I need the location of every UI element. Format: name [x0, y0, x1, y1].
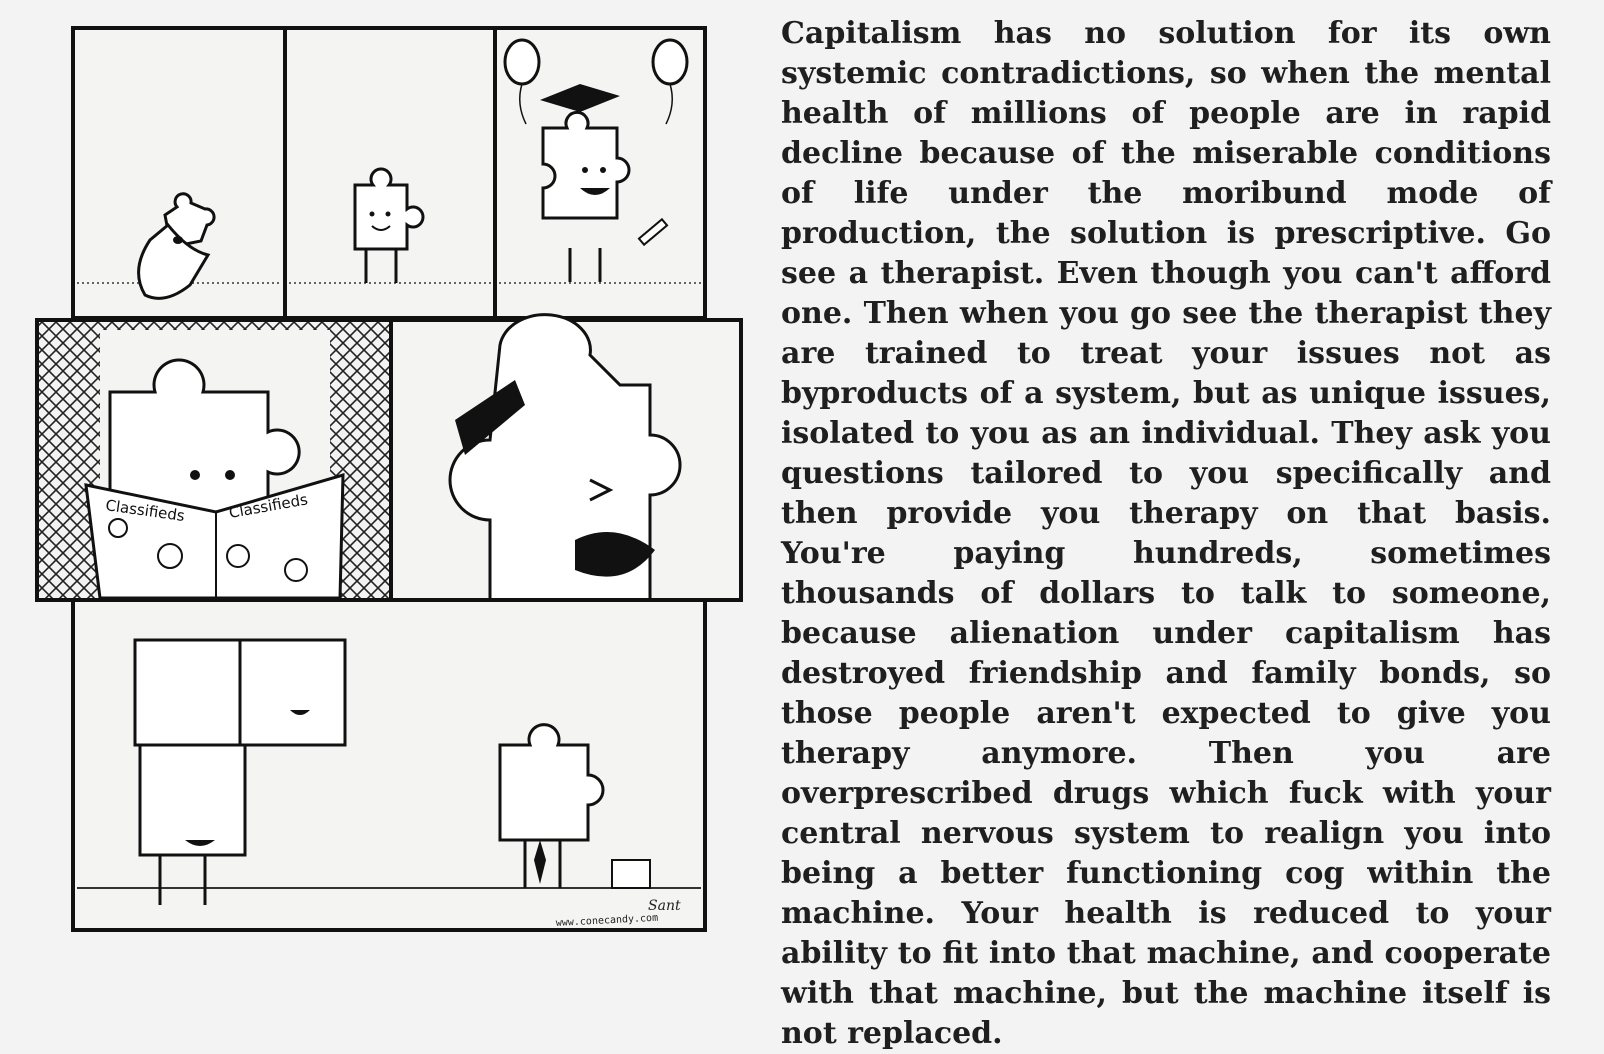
panel-child — [285, 28, 495, 318]
panel-workplace — [73, 600, 705, 930]
panel-headache — [391, 315, 741, 600]
panel-job-search — [37, 320, 391, 600]
watermark-text: www.conecandy.com — [555, 912, 659, 929]
artist-signature: Sant — [648, 898, 681, 914]
panel-baby — [73, 28, 285, 318]
comic-strip — [0, 0, 760, 960]
classifieds-right-label: Classifieds — [227, 490, 310, 522]
classifieds-left-label: Classifieds — [104, 496, 186, 526]
essay-text: Capitalism has no solution for its own systemic contradictions, so when the mental health of millions of people are in rapid decline because of the miserable conditions of life under the moribund mode of production, the solution is prescriptive. Go see a therapist. Even though you can't afford one. Then when you go see the therapist they are trained to treat your issues not as byproducts of a system, but as unique issues, isolated to you as an individual. They ask you questions tailored to you specifically and then provide you therapy on that basis. You're paying hundreds, sometimes thousands of dollars to talk to someone, because alienation under capitalism has destroyed friendship and family bonds, so those people aren't expected to give you therapy anymore. Then you are overprescribed drugs which fuck with your central nervous system to realign you into being a better functioning cog within the machine. Your health is reduced to your ability to fit into that machine, and cooperate with that machine, but the machine itself is not replaced. — [781, 16, 1551, 1051]
panel-graduation — [495, 28, 705, 318]
